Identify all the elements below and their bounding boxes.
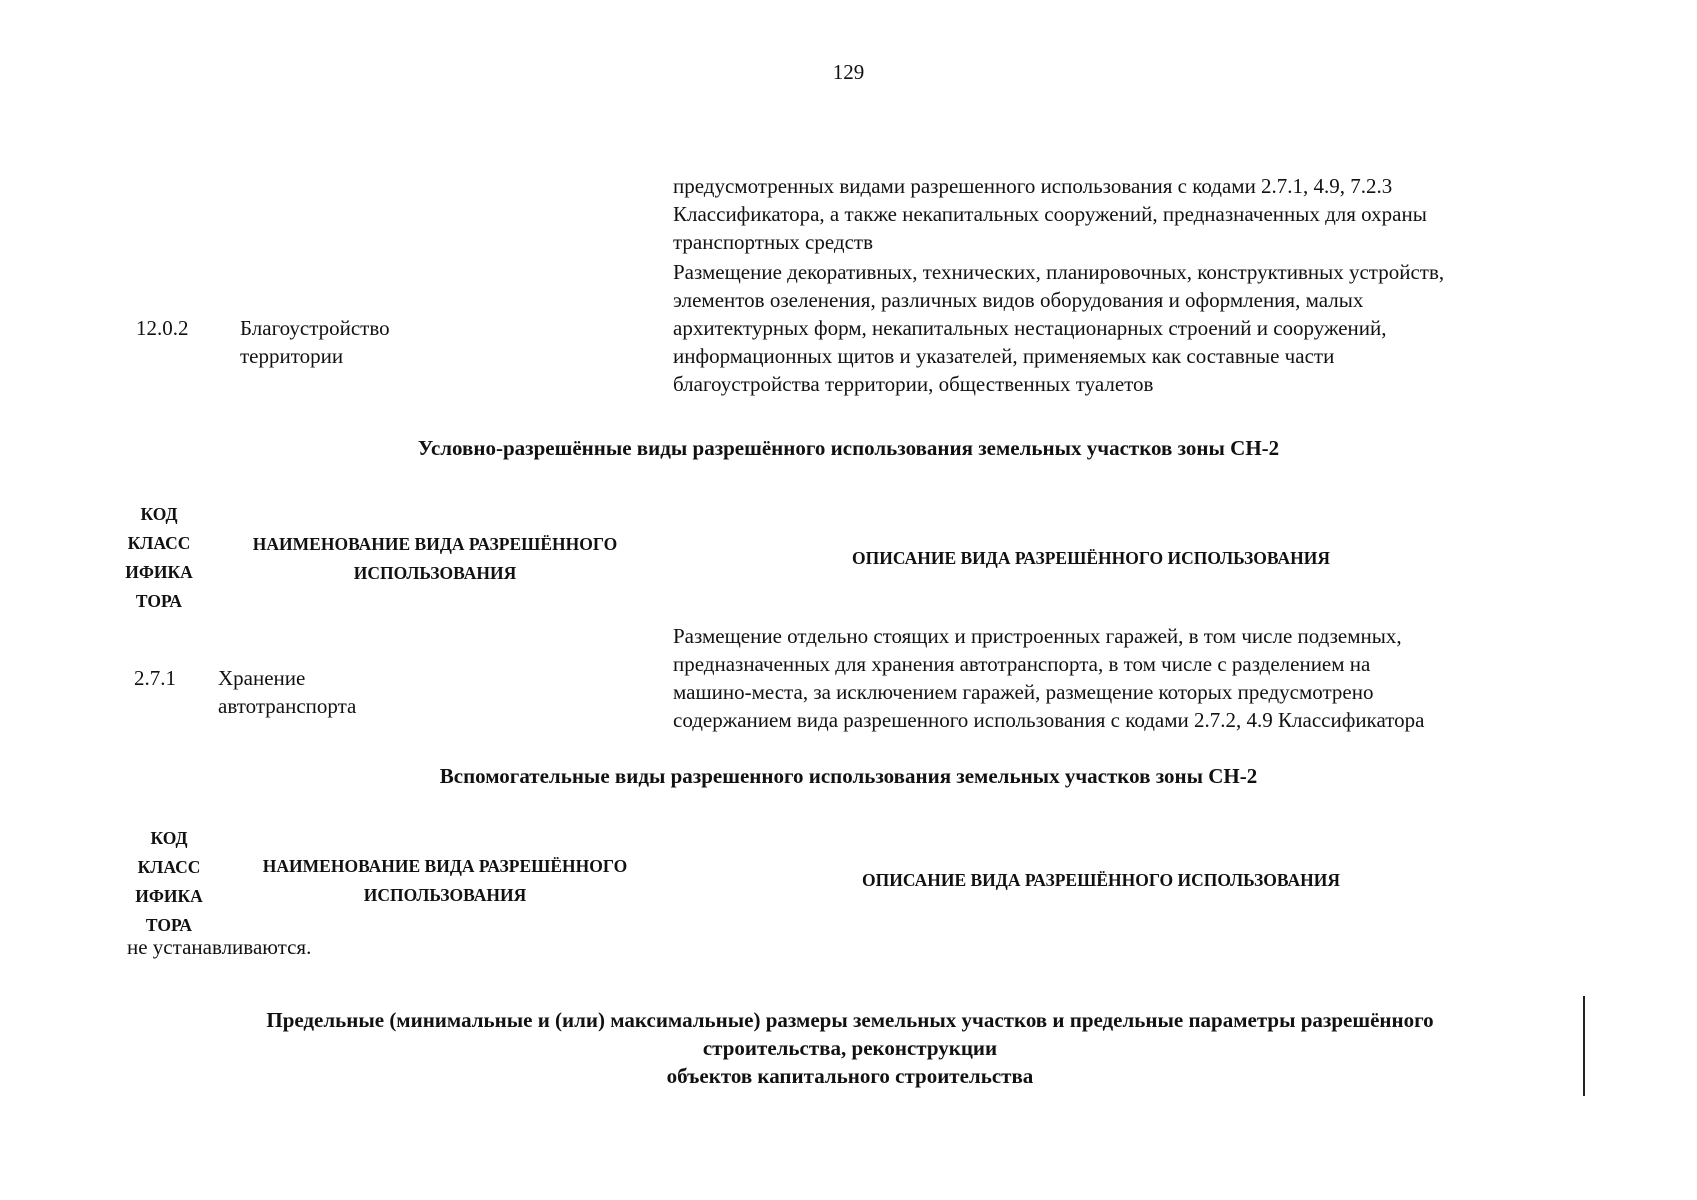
desc-line: предназначенных для хранения автотранспорта, в том числе с разделением на [673,652,1371,676]
desc-line: Размещение отдельно стоящих и пристроенных гаражей, в том числе подземных, [673,624,1402,648]
desc-line: Классификатора, а также некапитальных сооружений, предназначенных для охраны [673,202,1427,226]
row-name: Благоустройство территории [240,316,390,368]
header-name-line: ИСПОЛЬЗОВАНИЯ [363,885,527,905]
desc-line: содержанием вида разрешенного использования с кодами 2.7.2, 4.9 Классификатора [673,708,1425,732]
row-code: 2.7.1 [134,666,176,690]
header-code-line: КОД [140,504,178,524]
header-description: ОПИСАНИЕ ВИДА РАЗРЕШЁННОГО ИСПОЛЬЗОВАНИЯ [862,870,1340,890]
page-number: 129 [832,60,865,84]
section-title-limits [170,1006,1530,1090]
header-code-line: ТОРА [135,591,183,611]
desc-line: благоустройства территории, общественных туалетов [673,372,1154,396]
row-code: 12.0.2 [136,316,189,340]
desc-line: архитектурных форм, некапитальных нестационарных строений и сооружений, [673,316,1387,340]
desc-line: предусмотренных видами разрешенного использования с кодами 2.7.1, 4.9, 7.2.3 [673,174,1393,198]
title-line: Предельные (минимальные и (или) максимальные) размеры земельных участков и предельные параметры разрешённого [266,1008,1434,1032]
header-code [128,824,210,940]
row-description [673,258,1573,398]
section-title-conditional: Условно-разрешённые виды разрешённого использования земельных участков зоны СН-2 [417,436,1280,460]
header-name [235,852,655,910]
header-code-line: КЛАСС [127,533,191,553]
header-name-line: ИСПОЛЬЗОВАНИЯ [353,563,517,583]
desc-line: элементов озеленения, различных видов оборудования и оформления, малых [673,288,1364,312]
row-name: Хранение автотранспорта [218,666,357,718]
header-code-line: КОД [150,828,188,848]
margin-line [1583,996,1585,1096]
header-name-line: НАИМЕНОВАНИЕ ВИДА РАЗРЕШЁННОГО [262,856,628,876]
header-name [225,530,645,588]
row-description [673,622,1563,734]
header-code-line: ИФИКА [135,886,203,906]
title-line: строительства, реконструкции [702,1036,998,1060]
header-description: ОПИСАНИЕ ВИДА РАЗРЕШЁННОГО ИСПОЛЬЗОВАНИЯ [852,548,1330,568]
header-code [118,500,200,616]
header-code-line: ИФИКА [125,562,193,582]
desc-line: транспортных средств [673,230,874,254]
desc-line: информационных щитов и указателей, применяемых как составные части [673,344,1335,368]
desc-line: машино-места, за исключением гаражей, размещение которых предусмотрено [673,680,1374,704]
section-title-auxiliary: Вспомогательные виды разрешенного использования земельных участков зоны СН-2 [439,764,1258,788]
continued-description [673,172,1573,256]
desc-line: Размещение декоративных, технических, планировочных, конструктивных устройств, [673,260,1445,284]
title-line: объектов капитального строительства [666,1064,1034,1088]
header-code-line: КЛАСС [137,857,201,877]
not-established-note: не устанавливаются. [127,935,312,959]
header-name-line: НАИМЕНОВАНИЕ ВИДА РАЗРЕШЁННОГО [252,534,618,554]
header-code-line: ТОРА [145,915,193,935]
